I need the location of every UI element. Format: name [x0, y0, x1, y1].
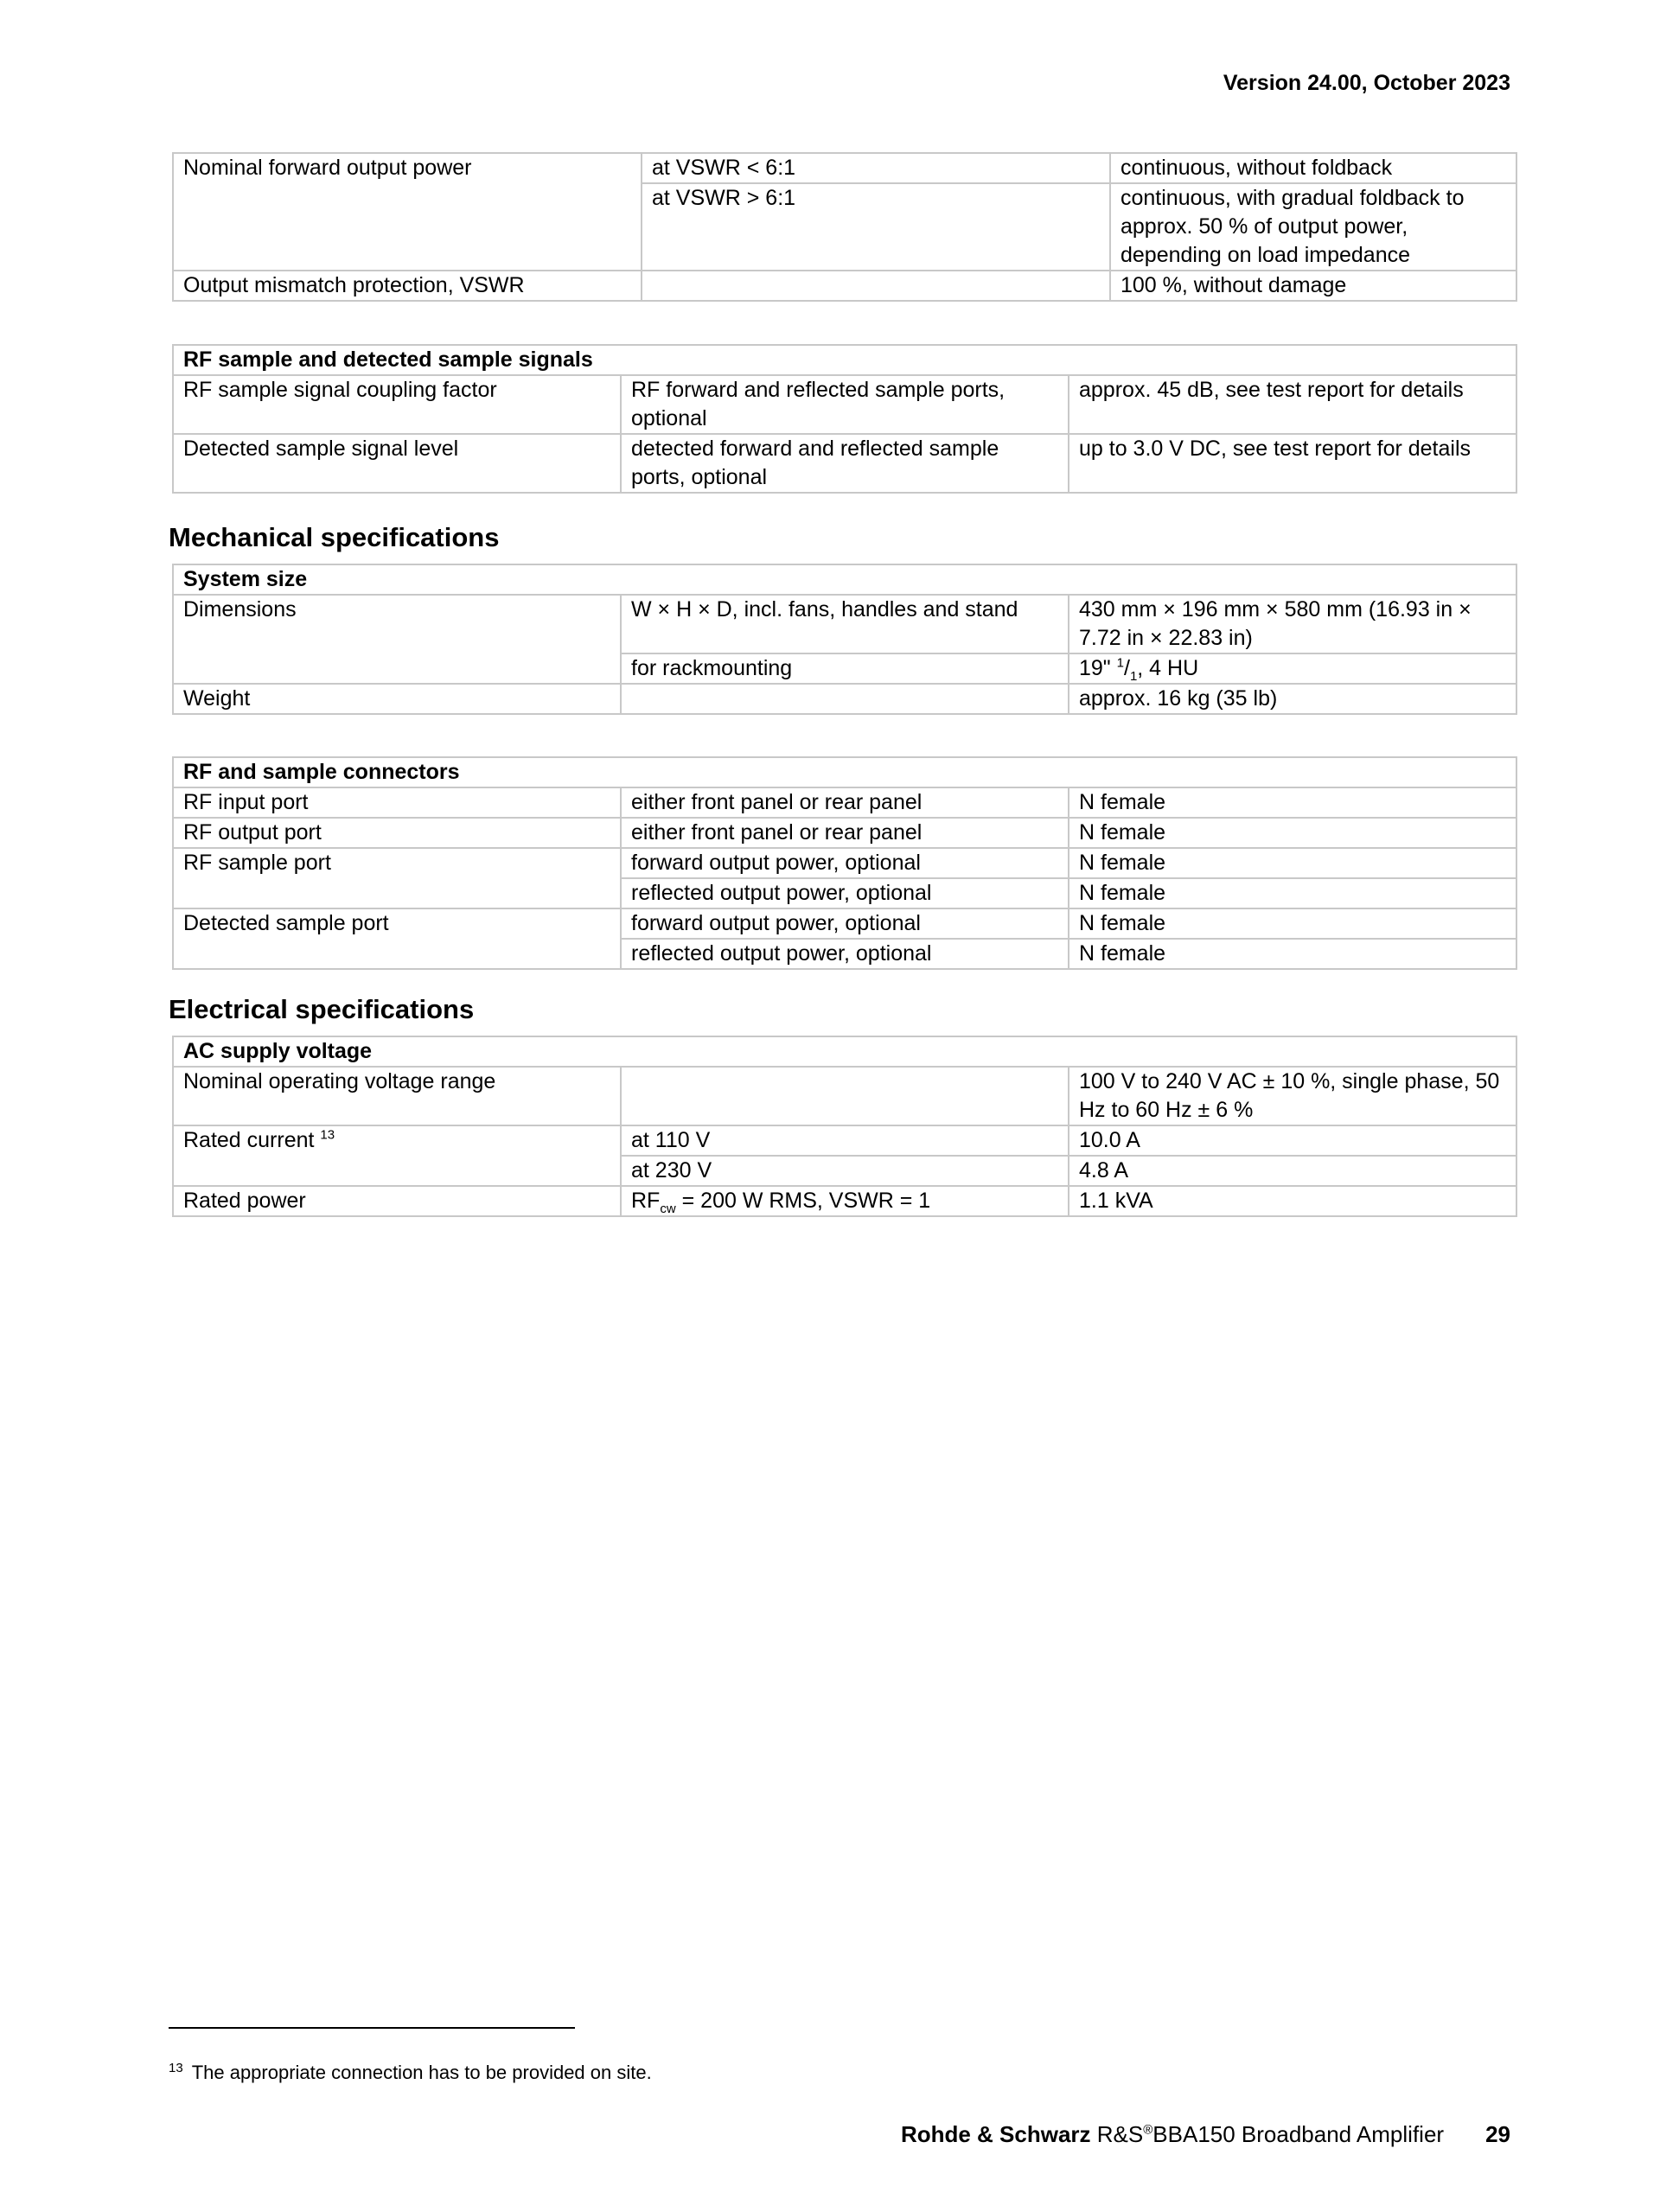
section-title-mechanical: Mechanical specifications	[169, 522, 500, 552]
system-size-table-block	[172, 564, 1517, 715]
rack-size-text: 19"	[1079, 656, 1117, 680]
row-value: 100 %, without damage	[1110, 271, 1516, 301]
table-row	[173, 1186, 1516, 1216]
row-label: Detected sample port	[173, 908, 621, 969]
section-title-electrical: Electrical specifications	[169, 994, 475, 1024]
row-value: continuous, without foldback	[1110, 153, 1516, 183]
row-condition: at VSWR < 6:1	[642, 153, 1110, 183]
row-value: N female	[1069, 848, 1516, 878]
system-size-table	[172, 564, 1517, 715]
row-condition: either front panel or rear panel	[621, 787, 1069, 818]
row-value: 100 V to 240 V AC ± 10 %, single phase, 50 Hz to 60 Hz ± 6 %	[1069, 1067, 1516, 1125]
row-value: approx. 45 dB, see test report for details	[1069, 375, 1516, 434]
row-value: 1.1 kVA	[1069, 1186, 1516, 1216]
rack-height-text: , 4 HU	[1137, 656, 1199, 680]
row-condition	[621, 1067, 1069, 1125]
output-power-table	[172, 152, 1517, 302]
row-value: 430 mm × 196 mm × 580 mm (16.93 in × 7.72 in × 22.83 in)	[1069, 595, 1516, 653]
table-row	[173, 595, 1516, 653]
row-condition: reflected output power, optional	[621, 939, 1069, 969]
rf-sample-table	[172, 344, 1517, 494]
table-heading: AC supply voltage	[173, 1036, 1516, 1067]
footnote-text: The appropriate connection has to be provided on site.	[191, 2062, 652, 2083]
row-value: continuous, with gradual foldback to approx. 50 % of output power, depending on load impedance	[1110, 183, 1516, 271]
row-label: Output mismatch protection, VSWR	[173, 271, 642, 301]
row-value: 4.8 A	[1069, 1156, 1516, 1186]
ac-supply-table-block	[172, 1036, 1517, 1217]
row-condition: either front panel or rear panel	[621, 818, 1069, 848]
row-label	[173, 1125, 621, 1186]
row-condition: at VSWR > 6:1	[642, 183, 1110, 271]
row-label: Weight	[173, 684, 621, 714]
table-heading: RF sample and detected sample signals	[173, 345, 1516, 375]
footnote-ref[interactable]: 13	[320, 1127, 335, 1143]
table-heading-row	[173, 757, 1516, 787]
rated-current-label: Rated current	[183, 1128, 315, 1152]
row-value: N female	[1069, 787, 1516, 818]
table-row	[173, 1125, 1516, 1156]
row-label: RF input port	[173, 787, 621, 818]
table-row	[173, 908, 1516, 939]
table-heading: RF and sample connectors	[173, 757, 1516, 787]
row-condition	[621, 684, 1069, 714]
table-row	[173, 375, 1516, 434]
row-condition: for rackmounting	[621, 653, 1069, 684]
row-value: N female	[1069, 818, 1516, 848]
row-label: Detected sample signal level	[173, 434, 621, 493]
fraction-slash: /	[1123, 656, 1130, 680]
table-row	[173, 1067, 1516, 1125]
fraction-denominator: 1	[1129, 669, 1138, 684]
rf-subscript: cw	[660, 1202, 676, 1216]
table-row	[173, 787, 1516, 818]
footer-product-name: BBA150 Broadband Amplifier	[1152, 2121, 1445, 2147]
row-condition: reflected output power, optional	[621, 878, 1069, 908]
row-value: 10.0 A	[1069, 1125, 1516, 1156]
table-row	[173, 848, 1516, 878]
page-number: 29	[1485, 2121, 1510, 2147]
row-label: Nominal operating voltage range	[173, 1067, 621, 1125]
row-value: N female	[1069, 908, 1516, 939]
fraction-numerator: 1	[1116, 655, 1124, 671]
table-heading-row	[173, 564, 1516, 595]
row-value	[1069, 653, 1516, 684]
row-condition: forward output power, optional	[621, 848, 1069, 878]
rf-sample-table-block	[172, 344, 1517, 494]
connectors-table	[172, 756, 1517, 970]
row-condition	[621, 1186, 1069, 1216]
table-row	[173, 684, 1516, 714]
footer-brand: Rohde & Schwarz	[900, 2121, 1091, 2147]
row-condition: detected forward and reflected sample ports, optional	[621, 434, 1069, 493]
row-condition	[642, 271, 1110, 301]
footnote-divider	[169, 2027, 575, 2029]
footnote-number: 13	[169, 2060, 183, 2075]
row-condition: W × H × D, incl. fans, handles and stand	[621, 595, 1069, 653]
row-value: approx. 16 kg (35 lb)	[1069, 684, 1516, 714]
table-heading: System size	[173, 564, 1516, 595]
row-label: Rated power	[173, 1186, 621, 1216]
table-heading-row	[173, 1036, 1516, 1067]
rated-power-condition: = 200 W RMS, VSWR = 1	[675, 1189, 931, 1213]
row-condition: at 230 V	[621, 1156, 1069, 1186]
table-row	[173, 271, 1516, 301]
row-label: Nominal forward output power	[173, 153, 642, 271]
row-value: up to 3.0 V DC, see test report for details	[1069, 434, 1516, 493]
footer-product-prefix: R&S	[1090, 2121, 1144, 2147]
registered-mark: ®	[1143, 2122, 1153, 2138]
row-condition: at 110 V	[621, 1125, 1069, 1156]
row-label: RF output port	[173, 818, 621, 848]
table-row	[173, 434, 1516, 493]
output-power-table-block	[172, 152, 1517, 302]
row-label: Dimensions	[173, 595, 621, 684]
row-condition: RF forward and reflected sample ports, optional	[621, 375, 1069, 434]
table-heading-row	[173, 345, 1516, 375]
row-value: N female	[1069, 939, 1516, 969]
rf-symbol: RF	[631, 1189, 661, 1213]
row-label: RF sample signal coupling factor	[173, 375, 621, 434]
row-label: RF sample port	[173, 848, 621, 908]
page-footer	[901, 2121, 1510, 2148]
table-row	[173, 153, 1516, 183]
footnote	[169, 2062, 652, 2084]
ac-supply-table	[172, 1036, 1517, 1217]
row-condition: forward output power, optional	[621, 908, 1069, 939]
connectors-table-block	[172, 756, 1517, 970]
row-value: N female	[1069, 878, 1516, 908]
table-row	[173, 818, 1516, 848]
page-header-version: Version 24.00, October 2023	[1223, 71, 1510, 95]
